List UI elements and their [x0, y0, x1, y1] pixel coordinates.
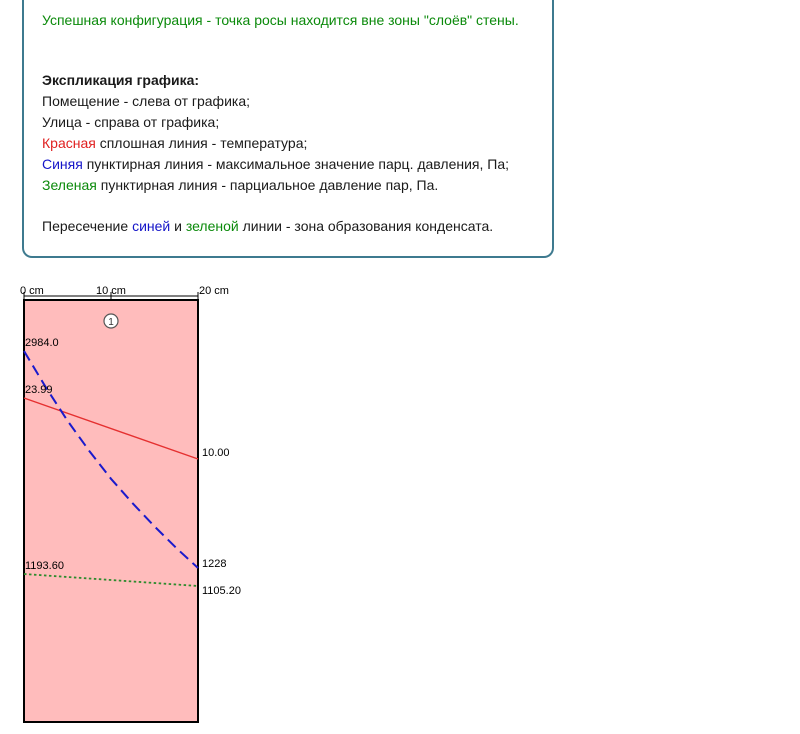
note-end: линии - зона образования конденсата. — [238, 218, 494, 234]
legend-room: Помещение - слева от графика; — [42, 93, 251, 109]
x-tick-label: 0 cm — [20, 285, 44, 297]
legend-green-word: Зеленая — [42, 177, 97, 193]
note-start: Пересечение — [42, 218, 133, 234]
note-green-word: зеленой — [185, 218, 239, 234]
temperature-start-label: 23.99 — [25, 384, 53, 396]
note-blue-word: синей — [132, 218, 171, 234]
condensation-note — [42, 218, 493, 234]
x-tick-label: 10 cm — [96, 285, 126, 297]
x-axis — [20, 285, 229, 300]
legend-blue-word: Синяя — [42, 156, 83, 172]
max_pressure-end-label: 1228 — [202, 558, 227, 570]
legend-partial-pressure — [42, 175, 509, 196]
legend-red-word: Красная — [42, 135, 96, 151]
legend-title: Экспликация графика: — [42, 72, 200, 88]
max_pressure-start-label: 2984.0 — [25, 337, 59, 349]
wall-chart — [0, 276, 270, 731]
wall-layer — [24, 300, 198, 722]
legend-street: Улица - справа от графика; — [42, 114, 220, 130]
partial_pressure-end-label: 1105.20 — [202, 585, 241, 597]
legend-temperature — [42, 133, 509, 154]
partial_pressure-start-label: 1193.60 — [25, 560, 64, 572]
legend-green-text: пунктирная линия - парциальное давление пар, Па. — [96, 177, 439, 193]
layer-number: 1 — [108, 317, 114, 328]
note-mid: и — [170, 218, 186, 234]
info-card — [22, 0, 554, 258]
chart-legend — [42, 70, 509, 196]
legend-red-text: сплошная линия - температура; — [95, 135, 308, 151]
x-tick-label: 20 cm — [199, 285, 229, 297]
temperature-end-label: 10.00 — [202, 447, 230, 459]
success-message: Успешная конфигурация - точка росы находится вне зоны "слоёв" стены. — [42, 12, 519, 28]
wall-layers — [24, 300, 198, 722]
legend-blue-text: пунктирная линия - максимальное значение парц. давления, Па; — [82, 156, 510, 172]
legend-max-pressure — [42, 154, 509, 175]
